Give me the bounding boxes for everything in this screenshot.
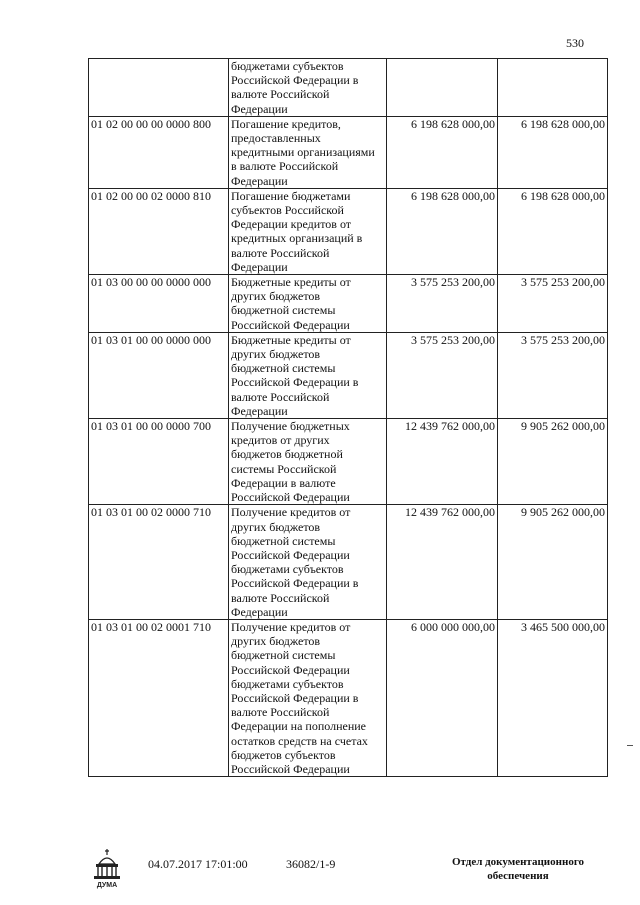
cell-name-line: Федерации [231,101,288,116]
cell-amount-2: 3 465 500 000,00 [498,619,608,776]
cell-name-line: Федерации на пополнение [231,719,367,734]
cell-name-line: валюте Российской [231,590,330,605]
footer-department-line: Отдел документационного [451,856,585,868]
cell-name-line: в валюте Российской [231,159,339,174]
margin-mark [627,745,633,746]
cell-name-line: субъектов Российской [231,203,344,218]
cell-name-line: валюте Российской [231,705,330,720]
table-row [89,505,608,620]
table-row [89,59,608,117]
cell-name-line: бюджетами субъектов [231,676,344,691]
cell-name-line: Получение бюджетных [231,419,350,434]
footer-department-line: обеспечения [487,870,549,882]
cell-name-line: Российской Федерации [231,490,350,505]
cell-name-line: Погашение кредитов, [231,116,341,131]
cell-name-line: бюджетами субъектов [231,59,344,73]
cell-name-line: Российской Федерации [231,547,350,562]
cell-code: 01 03 01 00 00 0000 700 [89,419,229,505]
table-row [89,116,608,188]
cell-name-line: Российской Федерации в [231,576,359,591]
cell-amount-2 [498,59,608,117]
cell-name [229,188,387,274]
footer-department [448,855,588,883]
cell-code: 01 02 00 00 02 0000 810 [89,188,229,274]
cell-name-line: Получение кредитов от [231,619,351,634]
cell-name-line: Бюджетные кредиты от [231,332,351,347]
cell-amount-2: 9 905 262 000,00 [498,505,608,620]
cell-name-line: системы Российской [231,461,337,476]
cell-name-line: других бюджетов [231,519,321,534]
cell-name-line: Российской Федерации [231,317,350,332]
cell-name [229,59,387,117]
table-row [89,332,608,418]
cell-name-line: Российской Федерации [231,662,350,677]
cell-name [229,116,387,188]
cell-name-line: Получение кредитов от [231,505,351,520]
cell-amount-1: 12 439 762 000,00 [387,505,498,620]
cell-amount-2: 6 198 628 000,00 [498,116,608,188]
cell-name-line: валюте Российской [231,389,330,404]
cell-name-line: Федерации в валюте [231,475,336,490]
cell-amount-1: 3 575 253 200,00 [387,275,498,333]
cell-name [229,619,387,776]
cell-amount-1 [387,59,498,117]
cell-code: 01 03 00 00 00 0000 000 [89,275,229,333]
cell-name-line: Федерации [231,403,288,418]
footer-datetime: 04.07.2017 17:01:00 [148,857,248,871]
footer-doc-number: 36082/1-9 [286,857,336,871]
cell-name-line: бюджетной системы [231,361,336,376]
cell-code: 01 03 01 00 00 0000 000 [89,332,229,418]
cell-amount-1: 12 439 762 000,00 [387,419,498,505]
cell-name-line: кредитных организаций в [231,231,363,246]
cell-name-line: бюджетной системы [231,303,336,318]
table-row [89,619,608,776]
cell-amount-1: 3 575 253 200,00 [387,332,498,418]
cell-name-line: Федерации кредитов от [231,217,352,232]
table-row [89,188,608,274]
cell-name-line: Погашение бюджетами [231,188,351,203]
cell-name-line: бюджетной системы [231,648,336,663]
cell-name-line: валюте Российской [231,87,330,102]
cell-code [89,59,229,117]
cell-name [229,419,387,505]
cell-name-line: бюджетов субъектов [231,747,336,762]
cell-name-line: предоставленных [231,131,321,146]
cell-name-line: Российской Федерации в [231,375,359,390]
cell-name-line: других бюджетов [231,634,321,649]
cell-name [229,505,387,620]
cell-amount-2: 9 905 262 000,00 [498,419,608,505]
cell-name-line: Российской Федерации в [231,690,359,705]
cell-amount-1: 6 000 000 000,00 [387,619,498,776]
budget-sources-table [88,58,608,777]
cell-amount-2: 6 198 628 000,00 [498,188,608,274]
cell-amount-2: 3 575 253 200,00 [498,275,608,333]
cell-name-line: бюджетами субъектов [231,562,344,577]
cell-name-line: бюджетов бюджетной [231,447,343,462]
svg-text:ДУМА: ДУМА [96,882,118,889]
cell-name-line: Российской Федерации [231,761,350,776]
page-number: 530 [566,36,584,50]
cell-code: 01 03 01 00 02 0000 710 [89,505,229,620]
cell-name-line: Бюджетные кредиты от [231,275,351,290]
table-body [89,59,608,777]
cell-code: 01 03 01 00 02 0001 710 [89,619,229,776]
cell-name-line: бюджетной системы [231,533,336,548]
cell-name-line: валюте Российской [231,245,330,260]
cell-name-line: других бюджетов [231,289,321,304]
cell-name-line: Федерации [231,173,288,188]
cell-amount-2: 3 575 253 200,00 [498,332,608,418]
table-row [89,275,608,333]
cell-name-line: Федерации [231,604,288,619]
cell-name-line: остатков средств на счетах [231,733,368,748]
cell-name-line: других бюджетов [231,347,321,362]
duma-logo-icon [90,846,124,890]
cell-code: 01 02 00 00 00 0000 800 [89,116,229,188]
cell-name-line: кредитными организациями [231,145,375,160]
table-row [89,419,608,505]
cell-amount-1: 6 198 628 000,00 [387,188,498,274]
cell-name-line: Федерации [231,259,288,274]
cell-amount-1: 6 198 628 000,00 [387,116,498,188]
cell-name-line: кредитов от других [231,433,330,448]
cell-name [229,332,387,418]
cell-name [229,275,387,333]
cell-name-line: Российской Федерации в [231,73,359,88]
